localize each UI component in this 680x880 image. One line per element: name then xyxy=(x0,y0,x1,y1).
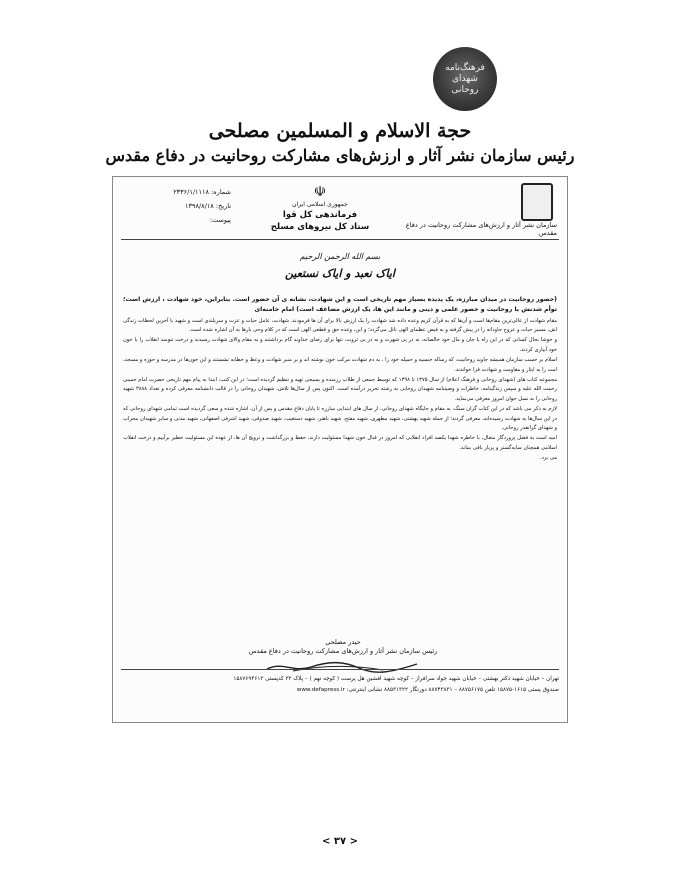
letter-paragraph: لازم به ذکر می باشد که در این کتاب گران سنگ، به مقام و جایگاه شهدای روحانی، از سال های ابتدایی مبارزه تا پایان دفاع مقدس و پس از آن، اشاره شده و سعی گردیده است تمامی شهدای روحانی که در این سال‌ها به شهادت رسیده‌اند، معرفی گردند؛ از جمله شهید بهشتی، شهید مطهری، شهید مفتح، شهید باهنر، شهید دستغیب، شهید صدوقی، شهید اشرفی اصفهانی، شهید مدنی و سایر شهیدان محراب و شهدای گرانقدر روحانی. xyxy=(123,406,557,431)
letterhead-org-name: سازمان نشر آثار و ارزش‌های مشارکت روحانیت در دفاع مقدس xyxy=(405,221,557,237)
organization-logo-icon xyxy=(521,183,553,221)
letter-paragraph: مقام شهادت از عالی‌ترین مقام‌ها است و آن‌ها که به قرآن کریم وعده داده شد شهادت را یک ارزش بالا برای آن ها فرمودند. شهادت، عامل حیات و عزت و سربلندی است و شهید با آخرین لحظات زندگی اش، مسیر حیات و عروج جاودانه را در پیش گرفته و به فیض عظمای الهی نائل می‌گردد؛ و این، وعده حق و قطعی الهی است که در کلام وحی بارها به آن اشاره شده است. xyxy=(123,317,557,333)
page-title: حجة الاسلام و المسلمین مصلحی xyxy=(208,120,472,142)
emblem-text: فرهنگ‌نامه شهدای روحانی xyxy=(445,62,485,95)
letterhead-divider xyxy=(121,239,559,240)
letter-paragraph: مجموعه کتاب های (شهدای روحانی و فرهنگ اعلام) از سال ۱۳۷۵ تا ۱۳۹۸ که توسط جمعی از طلاب رزمنده و بسیجی تهیه و تنظیم گردیده است؛ در این کتب، ابتدا به پیام مهم تاریخی حضرت امام خمینی رحمت الله علیه و سپس زندگینامه، خاطرات و وصیتنامه شهیدان روحانی به رشته تحریر درآمده است. اکنون پس از سال‌ها تلاش، شهیدان روحانی را در قالب دانشنامه معرفی کرده و تعداد ۳۸۸۸ شهید روحانی را به نسل جوان امروز معرفی می‌نماید. xyxy=(123,377,557,402)
letterhead-staff: ستاد کل نیروهای مسلح xyxy=(270,222,370,232)
letter-date xyxy=(121,199,231,213)
letter-paragraph: و خوشا بحال کسانی که در این راه با جان و مال خود خالصانه، نه در پی شهرت و نه در پی ثروت، تنها برای رضای خداوند گام برداشتند و به مقام والای شهادت رسیدند و درخت تنومند انقلاب را با خون خود آبیاری کردند. xyxy=(123,337,557,353)
signer-title: رئیس سازمان نشر آثار و ارزش‌های مشارکت روحانیت در دفاع مقدس xyxy=(248,647,438,655)
letter-paragraph: امید است به فضل پروردگار متعال، با خاطره شهدا یکصد افراد انقلابی که امروز در قبال خون شهدا مسئولیت دارند، حفظ و بزرگداشت و ترویج آن ها، از عهده این مسئولیت خطیر برآییم و درخت انقلاب اسلامی همچنان سایه‌گستر و پربار باقی بماند. xyxy=(123,435,557,451)
letterhead-meta xyxy=(121,185,231,227)
page-subtitle: رئیس سازمان نشر آثار و ارزش‌های مشارکت روحانیت در دفاع مقدس xyxy=(105,146,575,165)
letter-number xyxy=(121,185,231,199)
state-emblem-icon: ☫ xyxy=(313,184,327,200)
letter-body xyxy=(123,295,557,465)
official-letter xyxy=(112,176,568,723)
letter-paragraph: می برد. xyxy=(539,455,557,462)
signer-name: حیدر مصلحی xyxy=(325,638,361,646)
bismillah: بسم الله الرحمن الرحیم xyxy=(299,252,381,261)
date-value: ۱۳۹۸/۸/۱۸ xyxy=(184,202,214,210)
number-value: ۲۳۳۶/۱/۱۱۱۸ xyxy=(173,188,209,196)
opening-verse: ایاک نعبد و ایاک نستعین xyxy=(285,267,395,280)
footer-address: تهران – خیابان شهید دکتر بهشتی – خیابان شهید جواد سرافراز – کوچه شهید افشین هل پرست ( کوچه نهم ) – پلاک ۳۲ کدپستی ۱۵۸۷۶۹۴۶۱۳ xyxy=(233,676,559,682)
number-label: شماره: xyxy=(211,188,231,196)
letterhead-command: فرماندهی کل قوا xyxy=(282,210,358,220)
letter-footer xyxy=(121,674,559,696)
letter-paragraph: اسلام بر حسب سازمان همیشه جاوید روحانیت، که رساله جنسیه و حمیله خود را ، به دم شهادت مرکب خون نوشته اند و بر منبر شهادت و وعظ و خطابه نشستند و این خون‌ها در مدرسه و حوزه و مسجد، امت را به ایثار و مقاومت و شهادت فرا خواندند. xyxy=(123,357,557,373)
page-number: < ۳۷ > xyxy=(322,836,358,847)
letter-paragraph: (حضور روحانیت در میدان مبارزه، یک پدیده بسیار مهم تاریخی است و این شهادت، نشانه ی آن حضور است. بنابراین، خود شهادت ، ارزش است؛ توأم شدنش با روحانیت و حضور علمی و دینی و مانند این ها، یک ارزش مضاعف است) امام خامنه‌ای xyxy=(123,296,557,313)
publication-emblem xyxy=(433,47,497,111)
footer-contact: صندوق پستی ۱۶۱۵-۱۵۸۷۵ تلفن ۸۸۷۵۶۱۷۵ – ۸۸۷۴۳۸۳۱ دورنگار ۸۸۵۳۱۳۲۲ نشانی اینترنتی: www.defapress.ir xyxy=(296,687,559,693)
date-label: تاریخ: xyxy=(215,202,231,210)
footer-divider xyxy=(121,669,559,670)
letterhead-republic: جمهوری اسلامی ایران xyxy=(292,201,348,208)
signature-block xyxy=(243,638,443,656)
letter-attachment xyxy=(121,213,231,227)
attachment-label: پیوست: xyxy=(209,216,231,224)
handwritten-signature xyxy=(263,659,423,675)
letterhead-center xyxy=(245,183,395,233)
